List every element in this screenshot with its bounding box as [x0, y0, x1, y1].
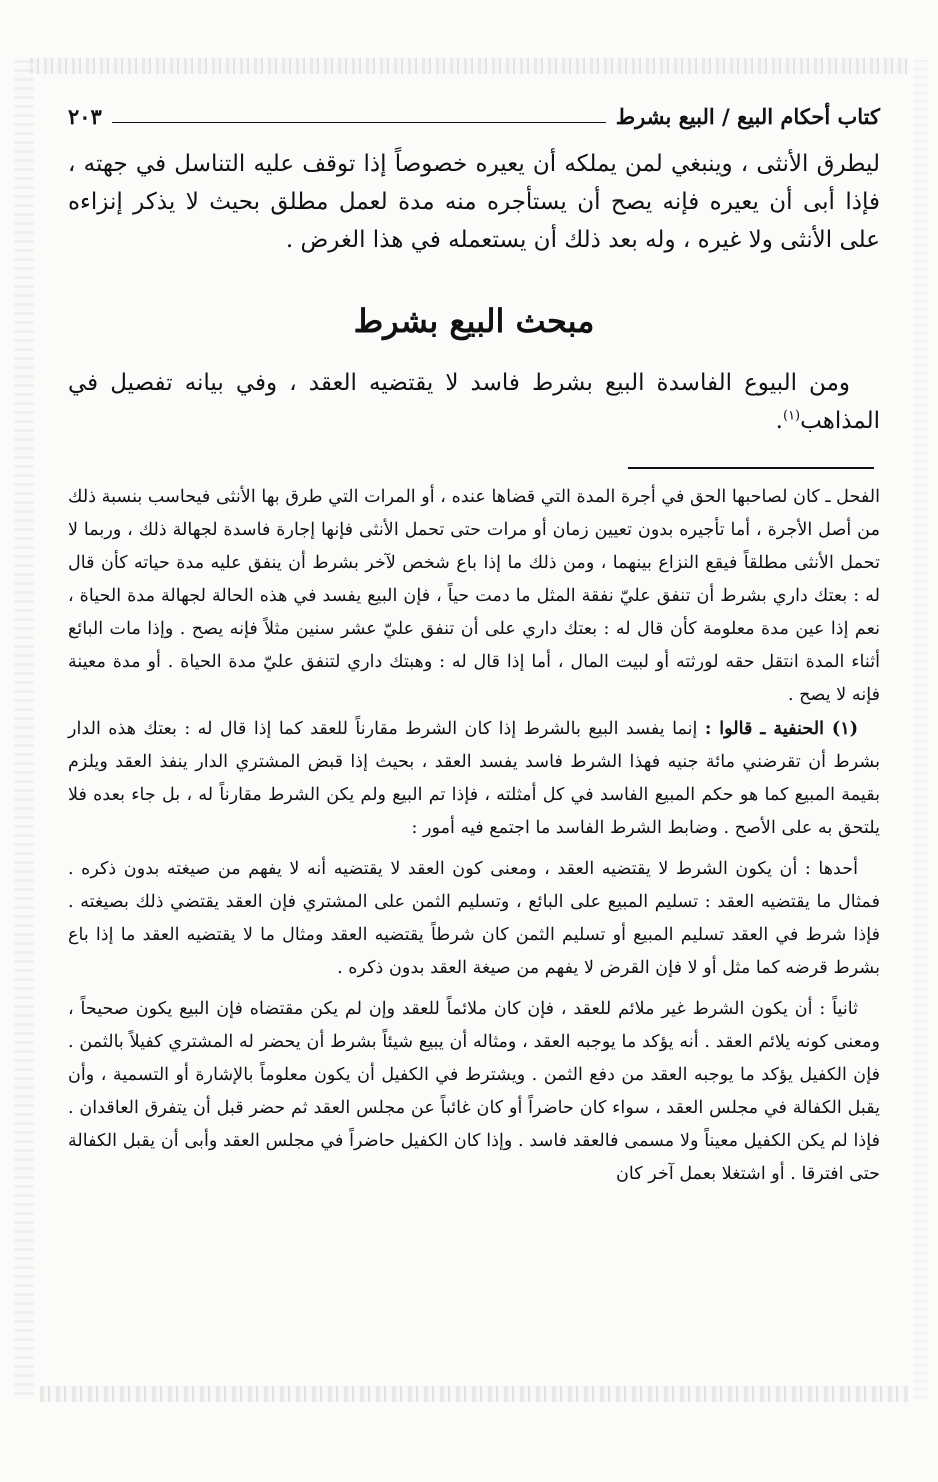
section-period: .: [775, 408, 783, 434]
page-number: ٢٠٣: [68, 103, 102, 129]
section-paragraph: [68, 364, 880, 440]
footnote-1-label: (١) الحنفية ـ قالوا :: [704, 718, 859, 739]
intro-block: [68, 145, 880, 259]
footnote-1: [68, 712, 880, 845]
running-header: [68, 96, 880, 136]
scan-edge-bottom: [40, 1386, 908, 1402]
footnote-1-text: إنما يفسد البيع بالشرط إذا كان الشرط مقارناً للعقد كما إذا قال له : بعتك هذه الدار بشرط أن تقرضني مائة جنيه فهذا الشرط فاسد يفسد العقد ، بحيث إذا قبض المشتري الدار ينفذ العقد ويلزم بقيمة المبيع كما هو حكم المبيع الفاسد في كل أمثلته ، فإذا تم البيع ولم يكن الشرط مقارناً له ، بل جاء بعده فلا يلتحق به على الأصح . وضابط الشرط الفاسد ما اجتمع فيه أمور :: [68, 719, 880, 838]
section-title: مبحث البيع بشرط: [353, 302, 595, 340]
section-block: [68, 364, 880, 440]
section-paragraph-text: ومن البيوع الفاسدة البيع بشرط فاسد لا يقتضيه العقد ، وفي بيانه تفصيل في المذاهب: [68, 370, 880, 434]
footnote-separator: [628, 467, 874, 469]
header-title: كتاب أحكام البيع / البيع بشرط: [615, 103, 880, 129]
footnote-reference: (١): [782, 408, 801, 424]
condition-first: أحدها : أن يكون الشرط لا يقتضيه العقد ، ومعنى كون العقد لا يقتضيه أنه لا يفهم من صيغته بدون ذكره . فمثال ما يقتضيه العقد : تسليم المبيع على البائع ، وتسليم الثمن على المشتري فإن العقد يقتضي ذلك بصيغته . فإذا شرط في العقد تسليم المبيع أو تسليم الثمن كان شرطاً يقتضيه العقد ومثال ما لا يقتضيه العقد ما إذا باع بشرط قرضه كما مثل أو لا فإن القرض لا يفهم من صيغة العقد بدون ذكره .: [68, 859, 880, 978]
scan-edge-right: [914, 60, 928, 1400]
scan-edge-top: [30, 58, 908, 74]
scan-edge-left: [14, 60, 34, 1400]
footnotes: [68, 481, 880, 1191]
header-rule: [112, 122, 606, 123]
intro-paragraph: ليطرق الأنثى ، وينبغي لمن يملكه أن يعيره خصوصاً إذا توقف عليه التناسل في جهته ، فإذا أبى أن يعيره فإنه يصح أن يستأجره منه مدة لعمل مطلق بحيث لا يذكر إنزاءه على الأنثى ولا غيره ، وله بعد ذلك أن يستعمله في هذا الغرض .: [68, 151, 880, 253]
condition-second: ثانياً : أن يكون الشرط غير ملائم للعقد ، فإن كان ملائماً للعقد وإن لم يكن مقتضاه فإن البيع يكون صحيحاً ، ومعنى كونه يلائم العقد . أنه يؤكد ما يوجبه العقد ، ومثاله أن يبيع شيئاً بشرط أن يحضر له المشتري كفيلاً بالثمن . فإن الكفيل يؤكد ما يوجبه العقد من دفع الثمن . ويشترط في الكفيل أن يكون معلوماً بالإشارة أو التسمية ، وأن يقبل الكفالة في مجلس العقد ، سواء كان حاضراً أو كان غائباً عن مجلس العقد ثم حضر قبل أن يتفرق العاقدان . فإذا لم يكن الكفيل معيناً ولا مسمى فالعقد فاسد . وإذا كان الكفيل حاضراً في مجلس العقد وأبى أن يقبل الكفالة حتى افترقا . أو اشتغلا بعمل آخر كان: [68, 999, 880, 1184]
note-continuation: الفحل ـ كان لصاحبها الحق في أجرة المدة التي قضاها عنده ، أو المرات التي طرق بها الأنثى فيحاسب بنسبة ذلك من أصل الأجرة ، أما تأجيره بدون تعيين زمان أو مرات حتى تحمل الأنثى فإنها إجارة فاسدة لجهالة ذلك ، وربما لا تحمل الأنثى مطلقاً فيقع النزاع بينهما ، ومن ذلك ما إذا باع شخص لآخر بشرط أن ينفق عليه مدة حياته كأن قال له : بعتك داري بشرط أن تنفق عليّ نفقة المثل ما دمت حياً ، فإن البيع يفسد في هذه الحالة لجهالة مدة الحياة ، نعم إذا عين مدة معلومة كأن قال له : بعتك داري على أن تنفق عليّ عشر سنين مثلاً فإنه يصح . وإذا مات البائع أثناء المدة انتقل حقه لورثته أو لبيت المال ، أما إذا قال له : وهبتك داري لتنفق عليّ مدة الحياة . أو مدة معينة فإنه لا يصح .: [68, 487, 880, 705]
